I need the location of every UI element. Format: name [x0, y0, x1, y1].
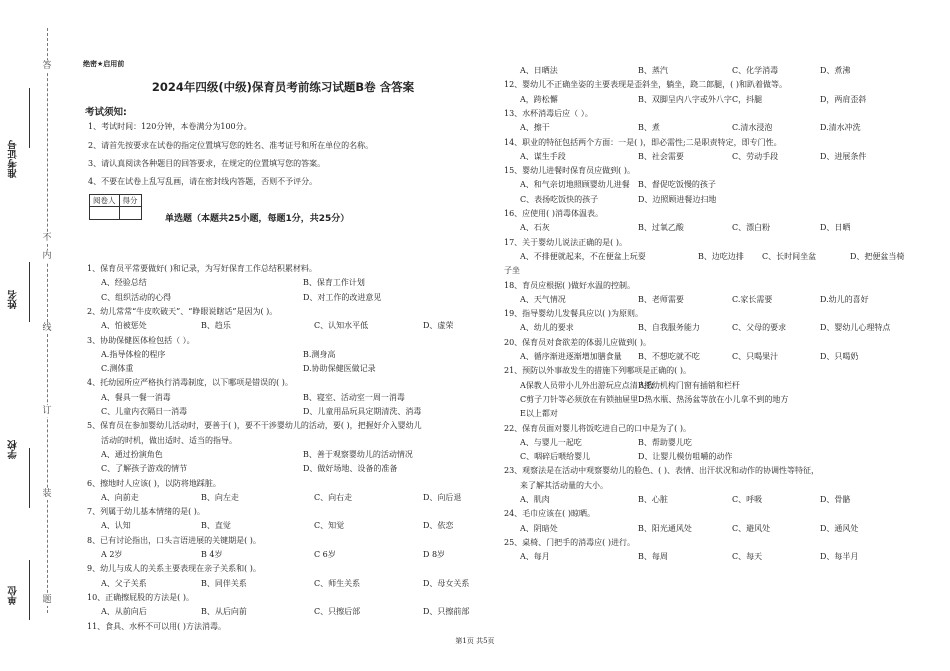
cut-mark: 订 [42, 406, 52, 416]
answer-option: A、不排便就起来，不在便盆上玩耍 [520, 251, 646, 261]
question-stem: 18、育员应根据( )做好水温的控制。 [504, 280, 635, 290]
answer-option: C、劳动手段 [732, 151, 779, 161]
question-stem-continued: 活动的时机，做出适时、适当的指导。 [101, 435, 237, 445]
answer-option: D.协助保健医做记录 [303, 364, 376, 374]
answer-option: E以上都对 [520, 409, 558, 419]
answer-option: D、让婴儿模仿咀嚼的动作 [638, 452, 733, 462]
answer-option: D热水瓶、热汤盆等放在小儿拿不到的地方 [638, 394, 789, 404]
answer-option: C、漂白粉 [732, 223, 771, 233]
answer-option: A保教人员带小儿外出游玩应点清人数 [520, 380, 654, 390]
answer-option: B、自我服务能力 [638, 323, 700, 333]
answer-option: C，抖腿 [732, 94, 763, 104]
section-title: 单选题（本题共25小题，每题1分，共25分） [165, 214, 350, 224]
answer-option: D、只喝奶 [820, 352, 859, 361]
answer-option: B、阳光通风处 [638, 523, 692, 533]
answer-option: B、心脏 [638, 495, 668, 504]
answer-option: C、了解孩子游戏的情节 [101, 464, 188, 474]
cut-mark: 内 [42, 251, 52, 261]
answer-option: B、寝室、活动室一周一消毒 [303, 392, 405, 402]
question-stem: 24、毛巾应该在( )晾晒。 [504, 509, 595, 519]
notice-item: 1、考试时间：120分钟，本卷满分为100分。 [88, 122, 252, 131]
field-underline [29, 448, 30, 508]
answer-option: D.幼儿的喜好 [820, 294, 869, 304]
answer-option: A、经验总结 [101, 278, 147, 288]
answer-option: C、儿童内衣隔日一消毒 [101, 407, 188, 416]
answer-option: B、老师需要 [638, 294, 684, 304]
notice-item: 3、请认真阅读各种题目的回答要求，在规定的位置填写您的答案。 [88, 159, 326, 168]
question-stem-continued: 来了解其活动量的大小。 [520, 480, 608, 490]
cut-mark: 题 [42, 595, 52, 605]
answer-option: B、过氧乙酸 [638, 223, 684, 233]
answer-option: C、呼吸 [732, 495, 763, 504]
question-stem: 7、列属于幼儿基本情绪的是( )。 [87, 507, 205, 517]
score-table-cell [119, 207, 141, 220]
answer-option: A、餐具一餐一消毒 [101, 392, 171, 402]
answer-option: C、组织活动的心得 [101, 292, 172, 302]
cut-mark: 装 [42, 489, 52, 499]
answer-option: B、蒸汽 [638, 66, 668, 75]
answer-option: B、边吃边排 [698, 251, 744, 261]
exam-number-label: 准考证号 [8, 140, 19, 178]
question-stem: 10、正确擦屁股的方法是( )。 [87, 592, 194, 602]
secret-label: 绝密★启用前 [83, 60, 125, 68]
answer-option: B、保育工作计划 [303, 278, 365, 288]
answer-option: A、擦干 [520, 123, 550, 133]
answer-option: D、煮沸 [820, 66, 851, 75]
answer-option: A 2岁 [101, 550, 123, 559]
question-stem: 11、食具、水杯不可以用( )方法消毒。 [87, 621, 226, 631]
question-stem: 9、幼儿与成人的关系主要表现在亲子关系和( )。 [87, 564, 261, 574]
question-stem: 13、水杯消毒后应（ ）。 [504, 108, 593, 118]
answer-option: A、认知 [101, 521, 131, 531]
answer-option: C、知觉 [314, 521, 345, 531]
cut-mark: 线 [42, 323, 52, 333]
answer-option: C、避风处 [732, 523, 771, 533]
answer-option: D，两肩歪斜 [820, 94, 867, 104]
question-stem: 25、桌椅、门把手的消毒应( )进行。 [504, 537, 635, 547]
answer-option: B、社会需要 [638, 151, 684, 161]
answer-option: A、父子关系 [101, 578, 147, 588]
score-table-header: 得分 [119, 195, 141, 207]
answer-option: C.家长需要 [732, 294, 773, 304]
answer-option: D、骨骼 [820, 495, 851, 504]
answer-option: C、只擦后部 [314, 607, 361, 617]
seal-dashed-line [47, 28, 48, 613]
answer-option: A、日晒法 [520, 66, 558, 75]
answer-option: C、师生关系 [314, 578, 361, 588]
answer-option: B、双脚呈内八字或外八字 [638, 94, 732, 104]
answer-option: A、谋生手段 [520, 151, 566, 161]
question-stem: 21、预防以外事故发生的措施下列哪项是正确的( )。 [504, 366, 691, 376]
answer-option: A、怕被惩处 [101, 321, 147, 331]
answer-option: D、通风处 [820, 523, 859, 533]
notice-heading: 考试须知: [85, 107, 127, 118]
answer-option: D、婴幼儿心理特点 [820, 323, 891, 333]
answer-option: A、每月 [520, 552, 550, 562]
answer-option: B、不想吃就不吃 [638, 352, 700, 361]
answer-option: A，跨松懈 [520, 94, 558, 104]
answer-option: D、每半月 [820, 552, 859, 562]
school-label: 学校 [8, 440, 19, 459]
score-table [89, 194, 142, 220]
answer-option: B、趋乐 [201, 321, 231, 331]
answer-option: C、表扬吃饭快的孩子 [520, 194, 599, 204]
answer-option: B、善于观察婴幼儿的活动情况 [303, 449, 413, 459]
notice-item: 2、请首先按要求在试卷的指定位置填写您的姓名、准考证号和所在单位的名称。 [88, 141, 374, 150]
answer-option: D、边照顾进餐边扫地 [638, 194, 717, 204]
answer-option: C、每天 [732, 552, 763, 562]
question-stem: 22、保育员面对婴儿将饭吃进自己的口中是为了( )。 [504, 423, 691, 433]
answer-option: C、长时间坐盆 [762, 251, 817, 261]
field-underline [29, 560, 30, 620]
answer-option: A、肌肉 [520, 495, 550, 504]
question-stem: 17、关于婴幼儿说法正确的是( )。 [504, 237, 627, 247]
answer-option: A、通过扮演角色 [101, 449, 163, 459]
binding-strip [0, 0, 62, 671]
answer-option: C.清水浸泡 [732, 123, 773, 133]
answer-option: D、母女关系 [423, 578, 470, 588]
answer-option: B、每周 [638, 552, 668, 562]
answer-option: B、帮助婴儿吃 [638, 437, 692, 447]
answer-option: B、煮 [638, 123, 660, 133]
answer-option: D 8岁 [423, 550, 446, 559]
answer-option: A、天气情况 [520, 294, 566, 304]
question-stem: 1、保育员平常要做好( )和记录，为写好保育工作总结积累材料。 [87, 264, 317, 273]
question-stem: 16、应使用( )消毒体温表。 [504, 209, 603, 218]
answer-option: B、督促吃饭慢的孩子 [638, 180, 716, 190]
answer-option: D、只擦前部 [423, 607, 470, 617]
answer-option: A、幼儿的要求 [520, 323, 574, 333]
answer-option: C剪子刀针等必须放在有锁抽屉里 [520, 394, 639, 404]
question-stem: 15、婴幼儿进餐时保育员应做到( )。 [504, 166, 635, 176]
answer-option: C、只喝果汁 [732, 352, 779, 361]
question-stem: 3、协助保健医体检包括（ ）。 [87, 335, 195, 345]
answer-option: D、依恋 [423, 521, 454, 531]
unit-label: 单位 [8, 586, 19, 605]
score-table-cell [90, 207, 120, 220]
answer-option: B.测身高 [303, 349, 336, 359]
answer-option: A、石灰 [520, 223, 550, 233]
notice-item: 4、不要在试卷上乱写乱画，请在密封线内答题，否则不予评分。 [88, 177, 318, 186]
answer-option: D、进展条件 [820, 151, 867, 161]
answer-option: C、认知水平低 [314, 321, 369, 331]
answer-option: D、向后退 [423, 492, 462, 502]
answer-option: C、父母的要求 [732, 323, 787, 333]
name-label: 姓名 [8, 290, 19, 309]
exam-title: 2024年四级(中级)保育员考前练习试题B卷 含答案 [151, 80, 415, 94]
answer-option: A.指导体检的程序 [101, 349, 166, 359]
score-table-header: 阅卷人 [90, 195, 120, 207]
question-stem: 5、保育员在参加婴幼儿活动时，要善于( )，要不干涉婴幼儿的活动，要( )，把握好介入婴幼儿 [87, 421, 422, 431]
cut-mark: 答 [42, 61, 52, 71]
answer-option: A、和气亲切地照顾婴幼儿进餐 [520, 180, 630, 190]
answer-option: D、日晒 [820, 223, 851, 233]
answer-option: A、从前向后 [101, 607, 147, 617]
answer-option: A、与婴儿一起吃 [520, 437, 582, 447]
field-underline [29, 88, 30, 148]
answer-option: C、化学消毒 [732, 66, 779, 75]
answer-option: D、做好场地、设备的准备 [303, 464, 398, 474]
answer-option: B、直觉 [201, 521, 231, 531]
cut-mark: 不 [42, 233, 52, 243]
question-stem: 12、婴幼儿不正确坐姿的主要表现是歪斜坐，躺坐，跷二郎腿，( )和趴着做等。 [504, 80, 787, 90]
question-stem: 19、指导婴幼儿发餐具应以( )为原则。 [504, 309, 643, 319]
answer-option: B 4岁 [201, 550, 223, 559]
answer-option: B托幼机构门窗有插销和栏杆 [638, 380, 740, 390]
field-underline [29, 262, 30, 322]
question-stem: 20、保育员对食欲差的体弱儿应做到( )。 [504, 337, 651, 347]
answer-option: D、对工作的改进意见 [303, 292, 382, 302]
answer-option: A、阴暗处 [520, 523, 558, 533]
answer-option: D、把便盆当椅 [850, 251, 905, 261]
answer-option: D、儿童用品玩具定期清洗、消毒 [303, 407, 422, 416]
question-stem: 23、观察法是在活动中观察婴幼儿的脸色、( )、表情、出汗状况和动作的协调性等特征， [504, 466, 819, 476]
page-footer: 第1页 共5页 [455, 637, 495, 645]
answer-option: A、循序渐进逐渐增加膳食量 [520, 352, 622, 361]
answer-option: B、从后向前 [201, 607, 247, 617]
answer-option: A、向前走 [101, 492, 139, 502]
answer-option: D、虚荣 [423, 321, 454, 331]
answer-option: C、咽碎后喂给婴儿 [520, 452, 591, 462]
answer-option: C.测体重 [101, 364, 134, 374]
question-stem: 8、已有讨论指出，口头言语进展的关键期是( )。 [87, 535, 261, 545]
answer-option: D.清水冲洗 [820, 123, 861, 133]
question-stem: 6、擦地时人应该( )，以防将地踩脏。 [87, 478, 221, 488]
answer-option: B、同伴关系 [201, 578, 247, 588]
answer-option: C 6岁 [314, 550, 336, 559]
answer-option: B、向左走 [201, 492, 239, 502]
question-stem: 14、职业的特征包括两个方面：一是( )，即必需性;二是职责特定，即专门性。 [504, 137, 782, 147]
question-stem-continued: 子坐 [504, 266, 520, 276]
answer-option: C、向右走 [314, 492, 353, 502]
question-stem: 2、幼儿常常“牛皮吹破天”、“睁眼说瞎话”是因为( )。 [87, 306, 278, 316]
question-stem: 4、托幼园所应严格执行消毒制度，以下哪项是错误的( )。 [87, 378, 293, 388]
